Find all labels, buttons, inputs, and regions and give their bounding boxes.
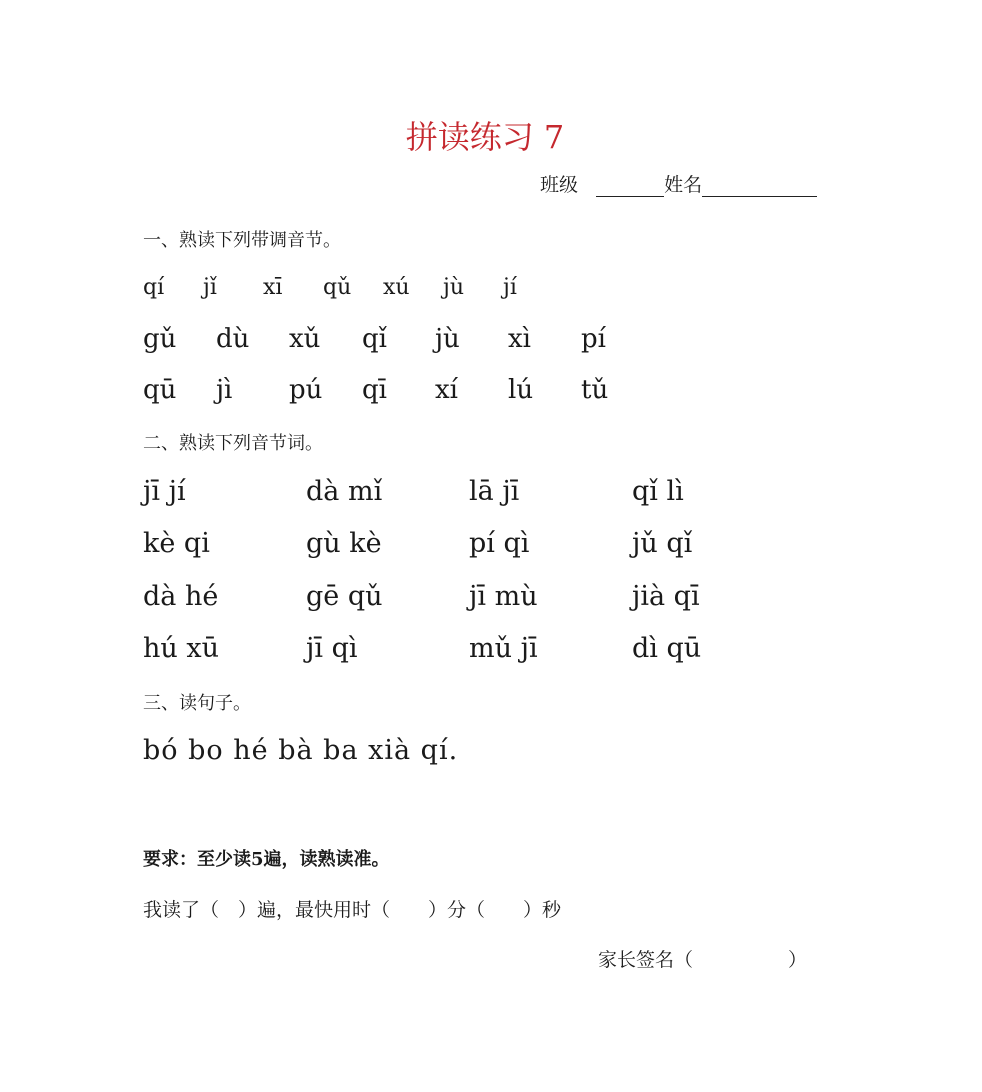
word: hú xū [143, 633, 219, 664]
name-blank[interactable] [702, 176, 817, 197]
syllable-row-1 [143, 275, 563, 300]
word: dà mǐ [306, 476, 383, 507]
word: jī jí [143, 476, 186, 507]
reading-record[interactable]: 我读了（ ）遍，最快用时（ ）分（ ）秒 [143, 899, 562, 921]
syllable: qū [143, 375, 177, 405]
word-row-4 [143, 633, 795, 664]
section1-heading: 一、熟读下列带调音节。 [143, 230, 341, 251]
word: dì qū [632, 633, 702, 664]
class-label: 班级 [540, 174, 579, 196]
syllable: dù [216, 324, 250, 354]
syllable: pí [581, 324, 606, 354]
syllable: xí [435, 375, 458, 405]
syllable: qí [143, 275, 165, 300]
syllable: pú [289, 375, 323, 405]
word-row-3 [143, 581, 795, 612]
word: jī mù [469, 581, 538, 612]
syllable: xì [508, 324, 531, 354]
parent-signature[interactable]: 家长签名（ ） [598, 949, 808, 971]
syllable: jǐ [203, 275, 217, 300]
syllable: xī [263, 275, 283, 300]
syllable: jí [503, 275, 517, 300]
requirement-text: 要求：至少读5遍，读熟读准。 [143, 849, 390, 870]
syllable: jù [443, 275, 464, 300]
syllable: lú [508, 375, 534, 405]
section3-heading: 三、读句子。 [143, 693, 251, 714]
syllable: tǔ [581, 375, 609, 405]
worksheet-title: 拼读练习 7 [405, 118, 565, 156]
word: dà hé [143, 581, 219, 612]
syllable: qǐ [362, 324, 387, 354]
word: gù kè [306, 528, 382, 559]
syllable: jù [435, 324, 460, 354]
section2-heading: 二、熟读下列音节词。 [143, 433, 323, 454]
name-label: 姓名 [664, 174, 703, 196]
word: mǔ jī [469, 633, 538, 664]
syllable: gǔ [143, 324, 177, 354]
word: qǐ lì [632, 476, 684, 507]
syllable: qī [362, 375, 387, 405]
word: pí qì [469, 528, 530, 559]
word: kè qi [143, 528, 210, 559]
syllable: qǔ [323, 275, 352, 300]
syllable-row-2 [143, 324, 654, 354]
word: jī qì [306, 633, 358, 664]
word: jià qī [632, 581, 700, 612]
sentence: bó bo hé bà ba xià qí. [143, 735, 459, 766]
word: jǔ qǐ [632, 528, 693, 559]
word: gē qǔ [306, 581, 383, 612]
syllable-row-3 [143, 375, 654, 405]
word-row-2 [143, 528, 795, 559]
syllable: jì [216, 375, 233, 405]
student-info [540, 170, 817, 197]
class-blank[interactable] [596, 176, 664, 197]
syllable: xǔ [289, 324, 321, 354]
syllable: xú [383, 275, 410, 300]
word-row-1 [143, 476, 795, 507]
word: lā jī [469, 476, 520, 507]
